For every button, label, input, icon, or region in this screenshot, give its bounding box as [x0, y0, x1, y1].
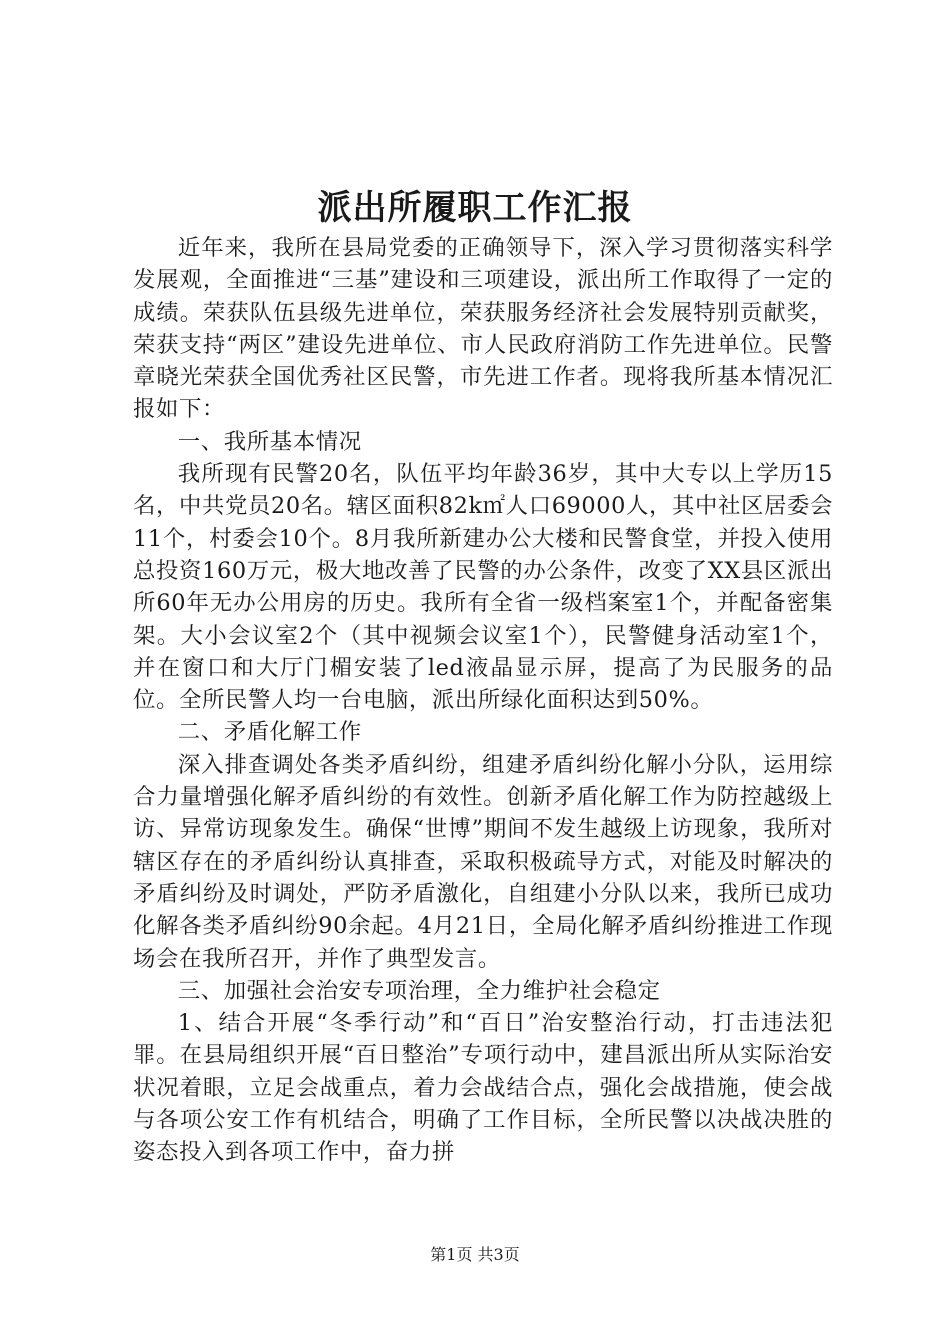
- section-heading-conflict-resolution: 二、矛盾化解工作: [177, 719, 362, 746]
- basic-info-paragraph: 我所现有民警20名，队伍平均年龄36岁，其中大专以上学历15名，中共党员20名。辖区面积82k㎡人口69000人，其中社区居委会11个，村委会10个。8月我所新建办公大楼和民警食堂，并投入使用总投资160万元，极大地改善了民警的办公条件，改变了XX县区派出所60年无办公用房的历史。我所有全省一级档案室1个，并配备密集架。大小会议室2个（其中视频会议室1个），民警健身活动室1个，并在窗口和大厅门楣安装了led液晶显示屏，提高了为民服务的品位。全所民警人均一台电脑，派出所绿化面积达到50%。: [133, 461, 833, 714]
- conflict-resolution-paragraph: 深入排查调处各类矛盾纠纷，组建矛盾纠纷化解小分队，运用综合力量增强化解矛盾纠纷的有效性。创新矛盾化解工作为防控越级上访、异常访现象发生。确保“世博”期间不发生越级上访现象，我所对辖区存在的矛盾纠纷认真排查，采取积极疏导方式，对能及时解决的矛盾纠纷及时调处，严防矛盾激化，自组建小分队以来，我所已成功化解各类矛盾纠纷90余起。4月21日，全局化解矛盾纠纷推进工作现场会在我所召开，并作了典型发言。: [133, 751, 833, 972]
- document-title: 派出所履职工作汇报: [317, 188, 633, 228]
- section-heading-public-security: 三、加强社会治安专项治理，全力维护社会稳定: [177, 977, 661, 1004]
- section-heading-basic-info: 一、我所基本情况: [177, 428, 362, 455]
- document-body: [133, 232, 833, 1169]
- page-footer: 第1页 共3页: [430, 1245, 520, 1264]
- public-security-paragraph: 1、结合开展“冬季行动”和“百日”治安整治行动，打击违法犯罪。在县局组织开展“百日整治”专项行动中，建昌派出所从实际治安状况着眼，立足会战重点，着力会战结合点，强化会战措施，使会战与各项公安工作有机结合，明确了工作目标，全所民警以决战决胜的姿态投入到各项工作中，奋力拼: [133, 1010, 833, 1166]
- intro-paragraph: 近年来，我所在县局党委的正确领导下，深入学习贯彻落实科学发展观，全面推进“三基”建设和三项建设，派出所工作取得了一定的成绩。荣获队伍县级先进单位，荣获服务经济社会发展特别贡献奖，荣获支持“两区”建设先进单位、市人民政府消防工作先进单位。民警章晓光荣获全国优秀社区民警，市先进工作者。现将我所基本情况汇报如下：: [133, 235, 833, 423]
